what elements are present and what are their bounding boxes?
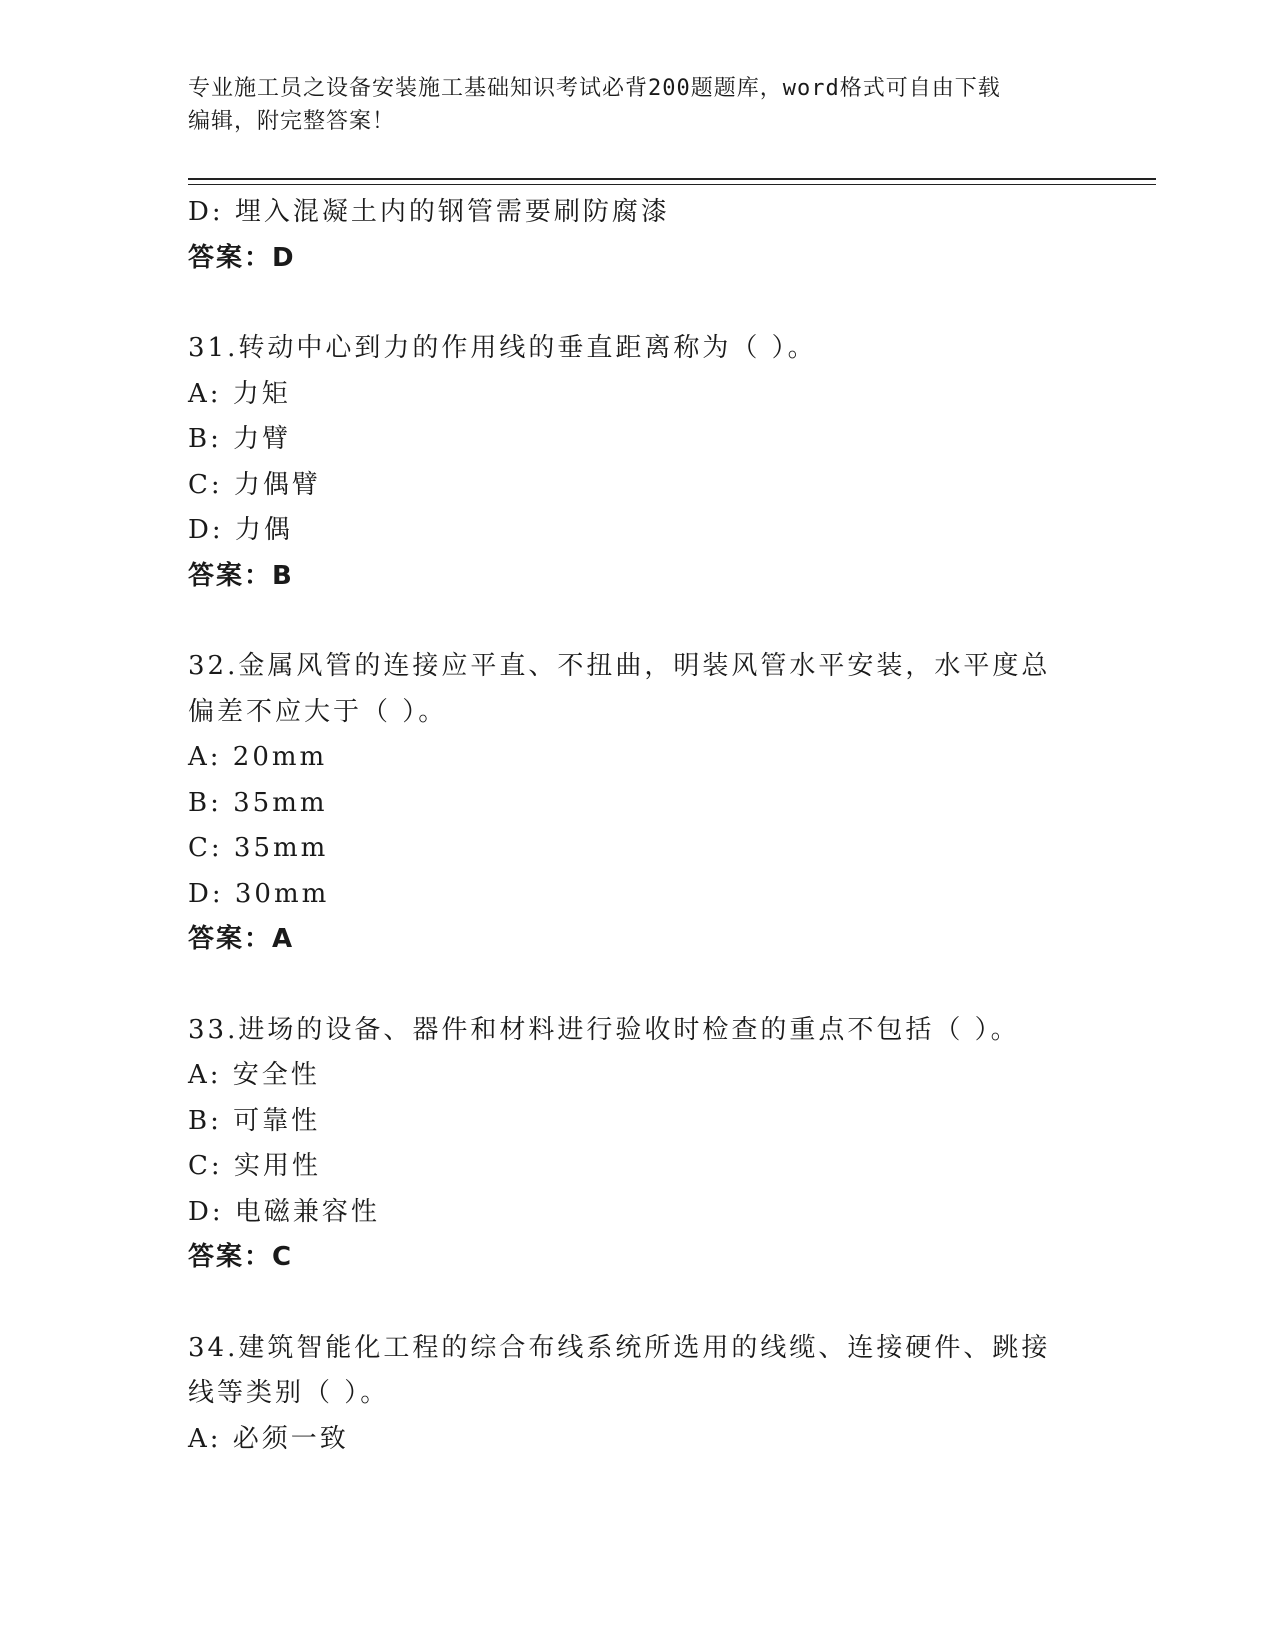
option-a: A: 20mm (188, 742, 328, 772)
option-a: A: 力矩 (188, 378, 291, 409)
option-d: D: 力偶 (188, 515, 293, 545)
answer-label: 答案：A (188, 924, 295, 954)
question-text: 31.转动中心到力的作用线的垂直距离称为（ ）。 (188, 333, 817, 363)
answer-label: 答案：B (188, 560, 294, 591)
previous-question-tail (188, 190, 1088, 281)
option-b: B: 力臂 (188, 424, 292, 454)
spacer (188, 1281, 1088, 1326)
spacer (188, 963, 1088, 1008)
spacer (188, 599, 1088, 644)
question-list (188, 190, 1088, 1462)
answer-label: 答案：D (188, 242, 296, 273)
option-a: A: 必须一致 (188, 1423, 349, 1454)
question-34 (188, 1326, 1088, 1463)
option-d: D: 埋入混凝土内的钢管需要刷防腐漆 (188, 197, 670, 227)
document-header (188, 72, 1068, 138)
option-b: B: 35mm (188, 787, 328, 818)
option-c: C: 实用性 (188, 1151, 321, 1181)
header-divider-thick (188, 178, 1156, 180)
option-a: A: 安全性 (188, 1060, 320, 1090)
question-text: 33.进场的设备、器件和材料进行验收时检查的重点不包括（ ）。 (188, 1014, 1020, 1045)
header-title-line-2: 编辑，附完整答案！ (188, 109, 396, 134)
option-b: B: 可靠性 (188, 1105, 321, 1136)
question-text: 32.金属风管的连接应平直、不扭曲，明装风管水平安装，水平度总偏差不应大于（ ）。 (188, 651, 1051, 727)
header-divider-thin (188, 184, 1156, 185)
header-title-line-1: 专业施工员之设备安装施工基础知识考试必背200题题库，word格式可自由下载 (188, 76, 1001, 101)
question-31 (188, 326, 1088, 599)
answer-label: 答案：C (188, 1242, 294, 1272)
option-c: C: 力偶臂 (188, 469, 321, 500)
option-c: C: 35mm (188, 833, 329, 863)
question-text: 34.建筑智能化工程的综合布线系统所选用的线缆、连接硬件、跳接线等类别（ ）。 (188, 1332, 1051, 1408)
spacer (188, 281, 1088, 326)
option-d: D: 电磁兼容性 (188, 1196, 380, 1227)
option-d: D: 30mm (188, 878, 330, 909)
question-32 (188, 644, 1088, 963)
question-33 (188, 1008, 1088, 1281)
